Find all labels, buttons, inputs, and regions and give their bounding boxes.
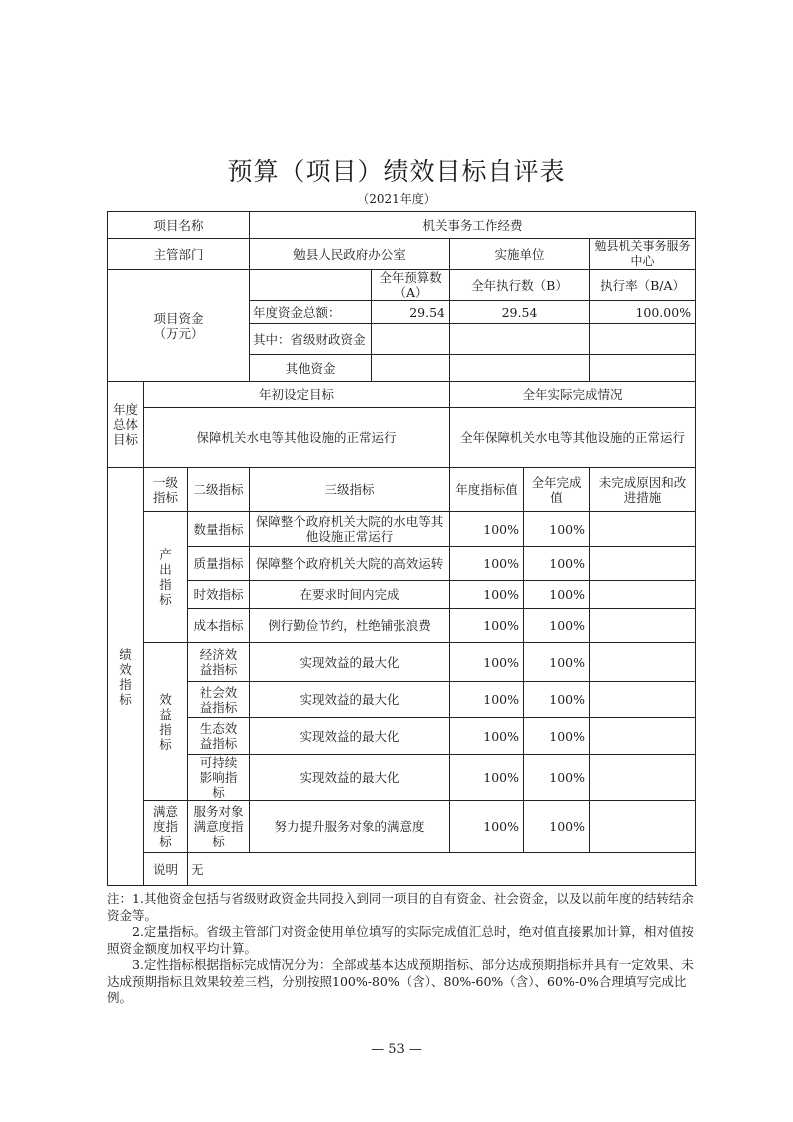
output-level3: 保障整个政府机关大院的水电等其他设施正常运行 [250,512,450,547]
funds-row-label: 其中：省级财政资金 [250,324,372,355]
effect-level3: 实现效益的最大化 [250,643,450,682]
output-target: 100% [450,512,524,547]
evaluation-table [107,211,696,886]
funds-header-blank [250,270,372,301]
footnote-1: 注：1.其他资金包括与省级财政资金共同投入到同一项目的自有资金、社会资金，以及以前年度的结转结余资金等。 [107,891,694,923]
output-level2: 质量指标 [188,547,250,581]
satisfaction-indicators-label: 满意度指标 [144,801,188,853]
effect-target: 100% [450,682,524,718]
funds-col-budget: 全年预算数（A） [372,270,450,301]
header-target: 年度指标值 [450,468,524,512]
funds-row-budget: 29.54 [372,301,450,324]
satisfaction-reason [590,801,696,853]
funds-row-budget [372,355,450,382]
header-actual: 全年完成值 [524,468,590,512]
effect-actual: 100% [524,755,590,801]
output-reason [590,581,696,609]
output-level2: 数量指标 [188,512,250,547]
effect-level2: 可持续影响指标 [188,755,250,801]
funds-row-rate: 100.00% [590,301,696,324]
output-indicators-label: 产出指标 [144,512,188,643]
header-level3: 三级指标 [250,468,450,512]
funds-row-label: 其他资金 [250,355,372,382]
effect-reason [590,718,696,755]
output-reason [590,512,696,547]
funds-row-rate [590,324,696,355]
project-name-label: 项目名称 [108,212,250,239]
dept-value: 勉县人民政府办公室 [250,239,450,270]
effect-level3: 实现效益的最大化 [250,682,450,718]
goal-actual-text: 全年保障机关水电等其他设施的正常运行 [450,408,696,468]
remark-label: 说明 [144,853,188,886]
funds-row-executed [450,355,590,382]
effect-level2: 生态效益指标 [188,718,250,755]
satisfaction-level2: 服务对象满意度指标 [188,801,250,853]
footnote-2: 2.定量指标。省级主管部门对资金使用单位填写的实际完成值汇总时，绝对值直接累加计算，相对值按照资金额度加权平均计算。 [107,924,694,956]
funds-row-executed [450,324,590,355]
output-reason [590,547,696,581]
output-level2: 成本指标 [188,609,250,643]
funds-row-label: 年度资金总额： [250,301,372,324]
output-actual: 100% [524,512,590,547]
header-reason: 未完成原因和改进措施 [590,468,696,512]
header-level1: 一级指标 [144,468,188,512]
effect-level2: 社会效益指标 [188,682,250,718]
dept-label: 主管部门 [108,239,250,270]
funds-row-rate [590,355,696,382]
page-number: — 53 — [371,1042,422,1057]
funds-col-rate: 执行率（B/A） [590,270,696,301]
effect-target: 100% [450,755,524,801]
goal-set-text: 保障机关水电等其他设施的正常运行 [144,408,450,468]
output-actual: 100% [524,547,590,581]
effect-target: 100% [450,643,524,682]
funds-col-executed: 全年执行数（B） [450,270,590,301]
effect-reason [590,682,696,718]
goal-set-header: 年初设定目标 [144,382,450,408]
goal-actual-header: 全年实际完成情况 [450,382,696,408]
output-target: 100% [450,547,524,581]
year-subtitle: （2021年度） [357,192,436,206]
output-actual: 100% [524,581,590,609]
effect-actual: 100% [524,718,590,755]
output-target: 100% [450,581,524,609]
effect-actual: 100% [524,682,590,718]
output-level2: 时效指标 [188,581,250,609]
output-level3: 保障整个政府机关大院的高效运转 [250,547,450,581]
annual-goal-label: 年度总体目标 [108,382,144,468]
footnote-3: 3.定性指标根据指标完成情况分为：全部或基本达成预期指标、部分达成预期指标并具有一定效果、未达成预期指标且效果较差三档，分别按照100%-80%（含）、80%-60%（含）、60%-0%合理填写完成比例。 [107,957,694,1005]
output-target: 100% [450,609,524,643]
satisfaction-target: 100% [450,801,524,853]
effect-reason [590,643,696,682]
effect-target: 100% [450,718,524,755]
footnotes [107,891,695,1007]
header-level2: 二级指标 [188,468,250,512]
effect-actual: 100% [524,643,590,682]
effect-level3: 实现效益的最大化 [250,718,450,755]
funds-row-budget [372,324,450,355]
indicators-group-label: 绩效指标 [108,468,144,886]
project-name-value: 机关事务工作经费 [250,212,696,239]
impl-unit-value: 勉县机关事务服务中心 [590,239,696,270]
impl-unit-label: 实施单位 [450,239,590,270]
satisfaction-actual: 100% [524,801,590,853]
output-reason [590,609,696,643]
effect-level3: 实现效益的最大化 [250,755,450,801]
page-title: 预算（项目）绩效目标自评表 [227,157,566,186]
effect-level2: 经济效益指标 [188,643,250,682]
funds-label: 项目资金（万元） [108,270,250,382]
funds-row-executed: 29.54 [450,301,590,324]
satisfaction-level3: 努力提升服务对象的满意度 [250,801,450,853]
effect-reason [590,755,696,801]
effect-indicators-label: 效益指标 [144,643,188,801]
remark-value: 无 [188,853,696,886]
output-level3: 在要求时间内完成 [250,581,450,609]
output-level3: 例行勤俭节约，杜绝铺张浪费 [250,609,450,643]
output-actual: 100% [524,609,590,643]
